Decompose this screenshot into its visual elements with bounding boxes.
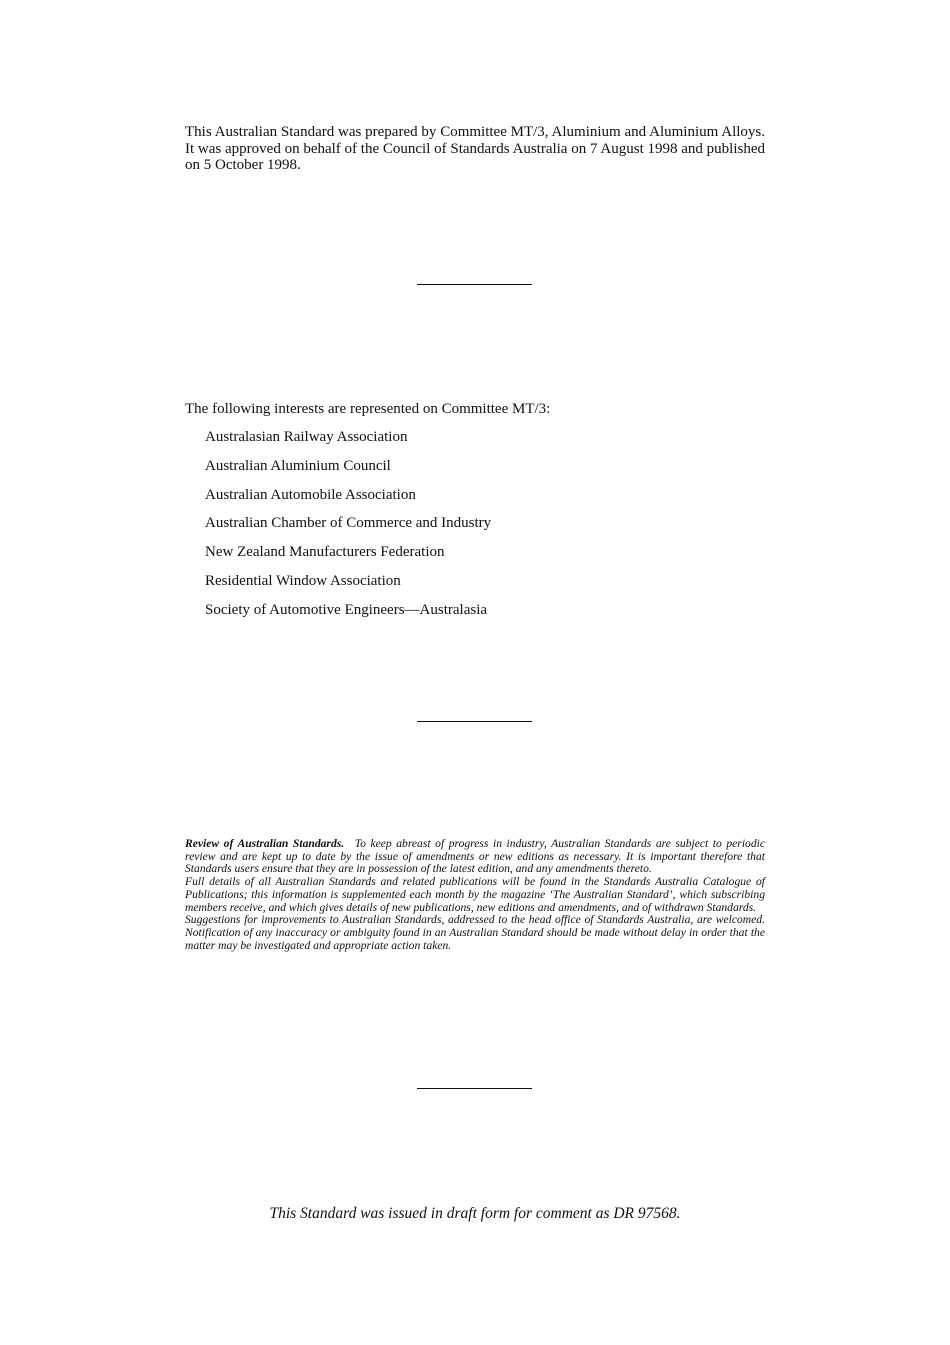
list-item: Society of Automotive Engineers—Australasia <box>205 601 488 618</box>
section-divider <box>417 284 532 285</box>
list-item: Residential Window Association <box>205 572 401 589</box>
list-item: Australian Chamber of Commerce and Industry <box>205 515 492 532</box>
list-item: Australasian Railway Association <box>205 429 408 445</box>
review-text: To keep abreast of progress in industry, Australian Standards are subject to periodic review and are kept up to date by the issue of amendments or new editions as necessary. It is important therefore that Standards users ensure that they are in possession of the latest edition, and any amendments thereto. <box>185 837 765 876</box>
list-item: New Zealand Manufacturers Federation <box>205 544 445 561</box>
review-title: Review of Australian Standards. <box>185 837 345 850</box>
list-item: Australian Automobile Association <box>205 486 416 503</box>
approval-statement-text: This Australian Standard was prepared by Committee MT/3, Aluminium and Aluminium Alloys. It was approved on behalf of the Council of Standards Australia on 7 August 1998 and published on 5 October 1998. <box>185 124 765 173</box>
review-paragraph: Suggestions for improvements to Australian Standards, addressed to the head office of Standards Australia, are welcomed. Notification of any inaccuracy or ambiguity found in an Australian Standard should be made without delay in order that the matter may be investigated and appropriate action taken. <box>185 913 765 952</box>
member-list <box>185 428 765 619</box>
approval-statement <box>185 124 765 174</box>
section-divider <box>417 1088 532 1089</box>
list-item: Australian Aluminium Council <box>205 457 391 474</box>
review-paragraph <box>185 838 765 876</box>
draft-note: This Standard was issued in draft form for comment as DR 97568. <box>269 1205 681 1222</box>
review-notice <box>185 838 765 952</box>
section-divider <box>417 721 532 722</box>
review-paragraph: Full details of all Australian Standards and related publications will be found in the Standards Australia Catalogue of Publications; this information is supplemented each month by the magazine ‘The Australian Standard’, which subscribing members receive, and which gives details of new publications, new editions and amendments, and of withdrawn Standards. <box>185 875 765 914</box>
committee-heading: The following interests are represented on Committee MT/3: <box>185 401 551 417</box>
committee-section <box>185 400 765 630</box>
